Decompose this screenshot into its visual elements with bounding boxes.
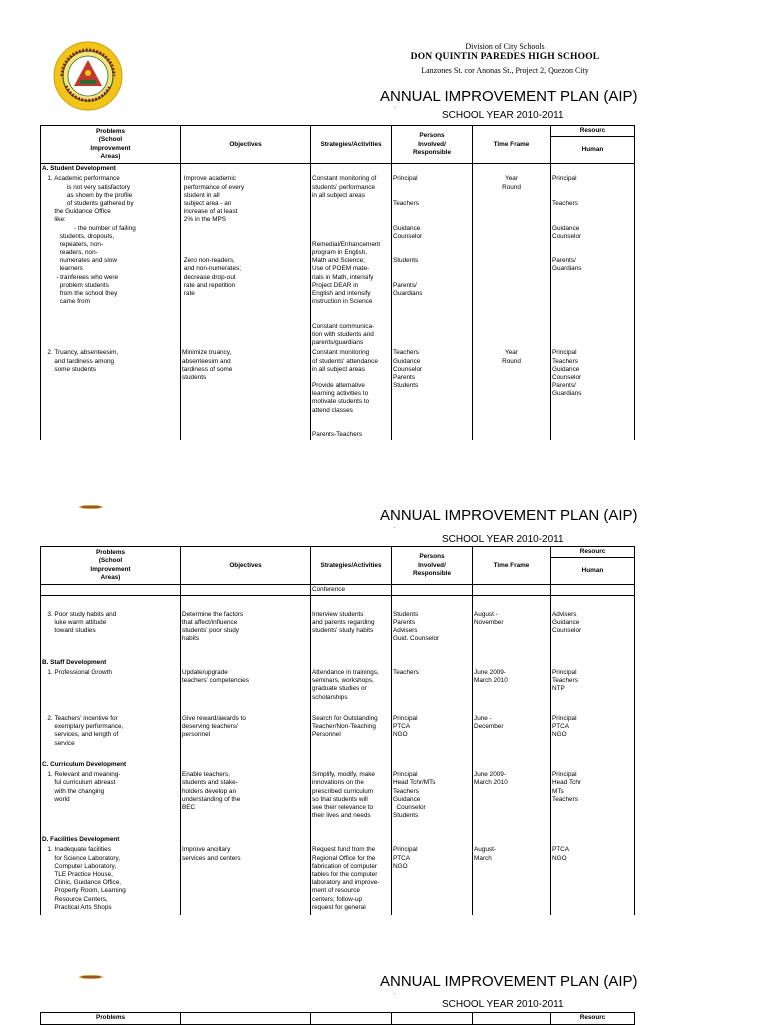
school-seal-mini-logo <box>76 973 106 981</box>
col-header-objectives: Objectives <box>181 547 311 585</box>
time-frame-cell: August - November <box>473 610 551 658</box>
page-title: ANNUAL IMPROVEMENT PLAN (AIP) <box>380 88 638 105</box>
section-heading: A. Student Development <box>41 164 181 175</box>
school-year: SCHOOL YEAR 2010-2011 <box>442 110 564 121</box>
dot-mark: . <box>394 104 396 110</box>
strategy-cell: Constant monitoring of students' performance in all subject areas Remedial/Enhancement program in English, Math and Science; Use of POEM mate- rials in Math, intensify Project DEAR in English and intensify instruction in Science Constant communica- tion with students and parents/guardians <box>311 174 392 348</box>
page-title: ANNUAL IMPROVEMENT PLAN (AIP) <box>380 507 638 524</box>
objective-cell: Update/upgrade teachers' competencies <box>181 668 311 714</box>
persons-cell: Principal Head Tchr/MTs Teachers Guidance Counselor Students <box>392 770 473 835</box>
objective-cell: Give reward/awards to deserving teachers/ personnel <box>181 714 311 760</box>
persons-cell: Principal PTCA NGO <box>392 714 473 760</box>
dot-mark: . <box>394 990 396 996</box>
strategy-cell: Search for Outstanding Teacher/Non-Teaching Personnel <box>311 714 392 760</box>
col-header-strategies: Strategies/Activities <box>311 126 392 164</box>
human-resource-cell: PTCA NGO <box>551 845 635 915</box>
col-header-resources: Resourc <box>551 547 635 558</box>
document-page-1 <box>0 0 768 470</box>
human-resource-cell: Principal Teachers Guidance Counselor Parents/ Guardians <box>551 174 635 348</box>
col-header-persons: Persons Involved/ Responsible <box>392 547 473 585</box>
persons-cell: Teachers Guidance Counselor Parents Students <box>392 348 473 440</box>
col-header-objectives: Objectives <box>181 126 311 164</box>
strategy-cell: Interview students and parents regarding students' study habits <box>311 610 392 658</box>
section-heading: B. Staff Development <box>41 658 181 668</box>
col-header-resources: Resourc <box>551 126 635 137</box>
page-title: ANNUAL IMPROVEMENT PLAN (AIP) <box>380 973 638 990</box>
school-seal-mini-logo <box>76 503 106 511</box>
strategy-cell: Attendance in trainings, seminars, workshops, graduate studies or scholarships <box>311 668 392 714</box>
human-resource-cell: Advisers Guidance Counselor <box>551 610 635 658</box>
col-header-strategies: Strategies/Activities <box>311 547 392 585</box>
human-resource-cell: Principal PTCA NGO <box>551 714 635 760</box>
col-header-time-frame: Time Frame <box>473 126 551 164</box>
aip-table-page-2 <box>40 546 635 915</box>
human-resource-cell: Principal Teachers Guidance Counselor Parents/ Guardians <box>551 348 635 440</box>
time-frame-cell: June 2009- March 2010 <box>473 770 551 835</box>
persons-cell: Principal PTCA NGO <box>392 845 473 915</box>
section-heading: C. Curriculum Development <box>41 760 181 770</box>
strategy-cell: Simplify, modify, make innovations on the prescribed curriculum so that students will see their relevance to their lives and needs <box>311 770 392 835</box>
aip-table-page-1 <box>40 125 635 440</box>
problem-cell: 1. Academic performance is not very satisfactory as shown by the profile of students gathered by the Guidance Office like: - the number of failing students, dropouts, repeaters, non- readers, non- numerates and slow learners - tranferees who were problem students from the school they came from <box>41 174 181 348</box>
problem-cell: 1. Professional Growth <box>41 668 181 714</box>
col-header-persons: Persons Involved/ Responsible <box>392 126 473 164</box>
strategy-cell: Constant monitoring of students' attendance in all subject areas Provide alternative learning activities to motivate students to attend classes Parents-Teachers <box>311 348 392 440</box>
time-frame-cell: Year Round <box>473 348 551 440</box>
school-seal-logo <box>52 40 124 112</box>
objective-cell: Determine the factors that affect/influence students' poor study habits <box>181 610 311 658</box>
aip-table-page-3 <box>40 1012 635 1025</box>
col-header-problems: Problems (School Improvement Areas) <box>41 126 181 164</box>
division-label: Division of City Schools <box>465 42 545 51</box>
time-frame-cell: June 2009- March 2010 <box>473 668 551 714</box>
document-page-2 <box>0 470 768 940</box>
col-header-resources: Resourc <box>551 1013 635 1025</box>
human-resource-cell: Principal Head Tchr MTs Teachers <box>551 770 635 835</box>
problem-cell: 2. Truancy, absenteesim, and tardiness among some students <box>41 348 181 440</box>
col-header-time-frame: Time Frame <box>473 547 551 585</box>
time-frame-cell: August- March <box>473 845 551 915</box>
objective-cell: Enable teachers, students and stake- holders develop an understanding of the BEC <box>181 770 311 835</box>
objective-cell: Improve academic performance of every student in all subject area - an increase of at least 2% in the MPS Zero non-readers, and non-numerates; decrease drop-out rate and repetition rate <box>181 174 311 348</box>
time-frame-cell: Year Round <box>473 174 551 348</box>
persons-cell: Principal Teachers Guidance Counselor Students Parents/ Guardians <box>392 174 473 348</box>
col-header-human: Human <box>551 137 635 164</box>
problem-cell: 1. Relevant and meaning- ful curriculum abreast with the changing world <box>41 770 181 835</box>
objective-cell: Improve ancillary services and centers <box>181 845 311 915</box>
strategy-cell: Conference <box>311 585 392 596</box>
strategy-cell: Request fund from the Regional Office for the fabrication of computer tables for the computer laboratory and improve- ment of resource centers; follow-up request for general <box>311 845 392 915</box>
persons-cell <box>392 585 473 596</box>
dot-mark: . <box>394 524 396 530</box>
school-name: DON QUINTIN PAREDES HIGH SCHOOL <box>410 52 600 62</box>
time-frame-cell: June - December <box>473 714 551 760</box>
school-year: SCHOOL YEAR 2010-2011 <box>442 999 564 1010</box>
persons-cell: Students Parents Advisers Guid. Counselor <box>392 610 473 658</box>
problem-cell: 2. Teachers' incentive for exemplary performance, services, and length of service <box>41 714 181 760</box>
col-header-problems: Problems <box>41 1013 181 1025</box>
document-page-3 <box>0 940 768 1024</box>
problem-cell: 1. Inadequate facilities for Science Laboratory, Computer Laboratory, TLE Practice House, Clinic, Guidance Office, Property Room, Learning Resource Centers, Practical Arts Shops <box>41 845 181 915</box>
school-year: SCHOOL YEAR 2010-2011 <box>442 534 564 545</box>
section-heading: D. Facilities Development <box>41 835 181 845</box>
school-address: Lanzones St. cor Anonas St., Project 2, Quezon City <box>421 66 589 75</box>
persons-cell: Teachers <box>392 668 473 714</box>
problem-cell <box>41 585 181 596</box>
objective-cell <box>181 585 311 596</box>
col-header-human: Human <box>551 558 635 585</box>
time-frame-cell <box>473 585 551 596</box>
col-header-problems: Problems (School Improvement Areas) <box>41 547 181 585</box>
problem-cell: 3. Poor study habits and luke warm attitude toward studies <box>41 610 181 658</box>
human-resource-cell <box>551 585 635 596</box>
objective-cell: Minimize truancy, absenteesim and tardiness of some students <box>181 348 311 440</box>
human-resource-cell: Principal Teachers NTP <box>551 668 635 714</box>
